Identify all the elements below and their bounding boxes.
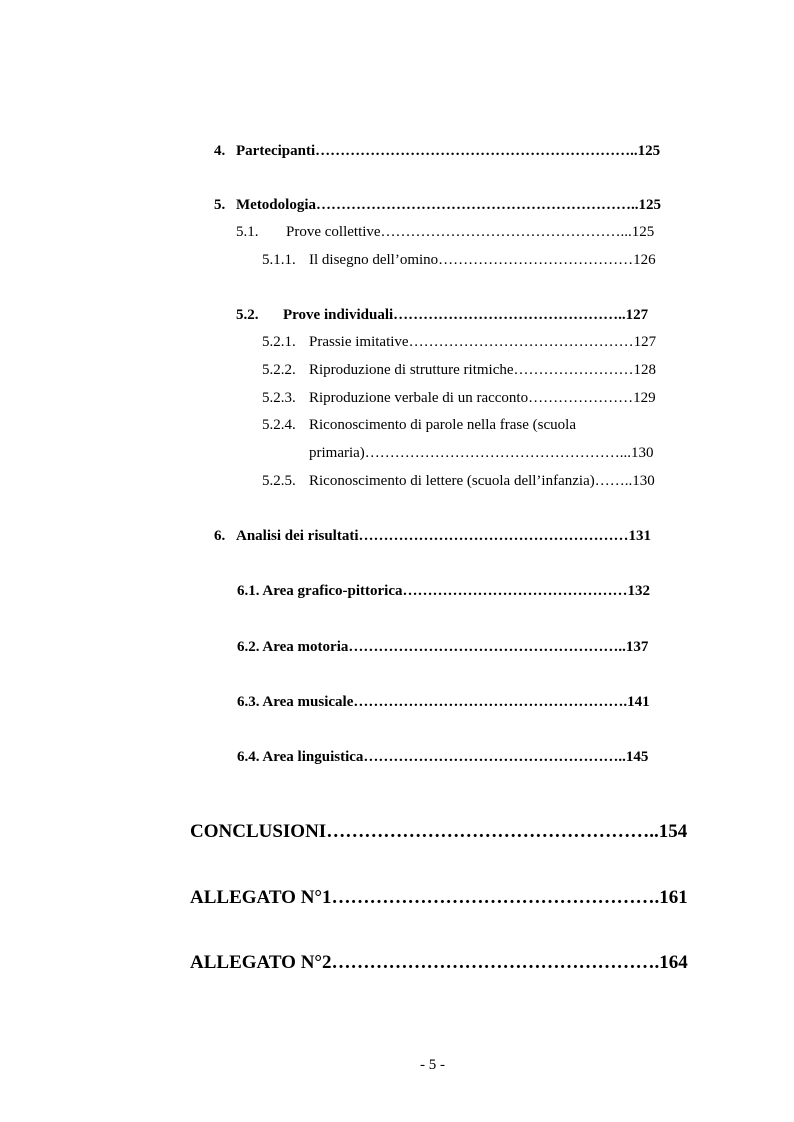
entry-text: ALLEGATO N°2…………………………………………….164 — [190, 952, 688, 973]
toc-entry-5-2 — [236, 308, 648, 323]
toc-entry-6-2 — [237, 640, 648, 655]
entry-text: Riproduzione di strutture ritmiche……………………128 — [309, 362, 657, 378]
entry-number: 5.1.1. — [262, 252, 296, 268]
entry-text: ALLEGATO N°1…………………………………………….161 — [190, 887, 688, 908]
page-number: - 5 - — [420, 1057, 445, 1073]
toc-entry-5-2-1 — [262, 335, 656, 350]
entry-text: primaria)……………………………………………...130 — [309, 445, 654, 461]
toc-entry-6-4 — [237, 750, 648, 765]
entry-text: Prassie imitative………………………………………127 — [309, 334, 657, 350]
entry-number: 5.1. — [236, 224, 259, 240]
entry-text: 6.2. Area motoria………………………………………………..137 — [237, 639, 649, 655]
entry-number: 4. — [214, 143, 226, 159]
toc-entry-5-2-2 — [262, 363, 656, 378]
toc-entry-6-3 — [237, 695, 650, 710]
toc-entry-5-2-5 — [262, 474, 655, 489]
entry-number: 6. — [214, 528, 226, 544]
entry-text: Riproduzione verbale di un racconto…………………129 — [309, 390, 656, 406]
entry-number: 5.2.4. — [262, 417, 296, 433]
entry-text: Analisi dei risultati………………………………………………131 — [236, 528, 652, 544]
toc-entry-6-1 — [237, 584, 650, 599]
toc-entry-5 — [214, 198, 661, 213]
toc-entry-4 — [214, 144, 660, 159]
entry-text: 6.1. Area grafico-pittorica………………………………………132 — [237, 583, 651, 599]
toc-entry-5-1 — [236, 225, 654, 240]
toc-entry-5-2-4-continuation — [309, 446, 654, 461]
toc-entry-conclusioni — [190, 822, 687, 841]
entry-text: Prove collettive…………………………………………...125 — [286, 224, 655, 240]
entry-number: 5.2.2. — [262, 362, 296, 378]
entry-text: Partecipanti………………………………………………………..125 — [236, 143, 661, 159]
toc-entry-allegato-2 — [190, 953, 688, 972]
entry-text: Prove individuali………………………………………..127 — [283, 307, 649, 323]
entry-text: Riconoscimento di lettere (scuola dell’infanzia)……..130 — [309, 473, 655, 489]
entry-number: 5.2.3. — [262, 390, 296, 406]
entry-text: Il disegno dell’omino…………………………………126 — [309, 252, 656, 268]
toc-entry-5-2-3 — [262, 391, 656, 406]
entry-number: 5.2.1. — [262, 334, 296, 350]
entry-text: CONCLUSIONI……………………………………………..154 — [190, 821, 688, 842]
toc-entry-allegato-1 — [190, 888, 688, 907]
entry-text: Metodologia………………………………………………………..125 — [236, 197, 661, 213]
entry-text: Riconoscimento di parole nella frase (scuola — [309, 417, 576, 433]
entry-number: 5.2. — [236, 307, 259, 323]
toc-entry-6 — [214, 529, 651, 544]
entry-number: 5. — [214, 197, 226, 213]
entry-text: 6.3. Area musicale……………………………………………….141 — [237, 694, 650, 710]
toc-entry-5-2-4 — [262, 418, 576, 433]
entry-number: 5.2.5. — [262, 473, 296, 489]
entry-text: 6.4. Area linguistica……………………………………………..145 — [237, 749, 649, 765]
toc-entry-5-1-1 — [262, 253, 656, 268]
